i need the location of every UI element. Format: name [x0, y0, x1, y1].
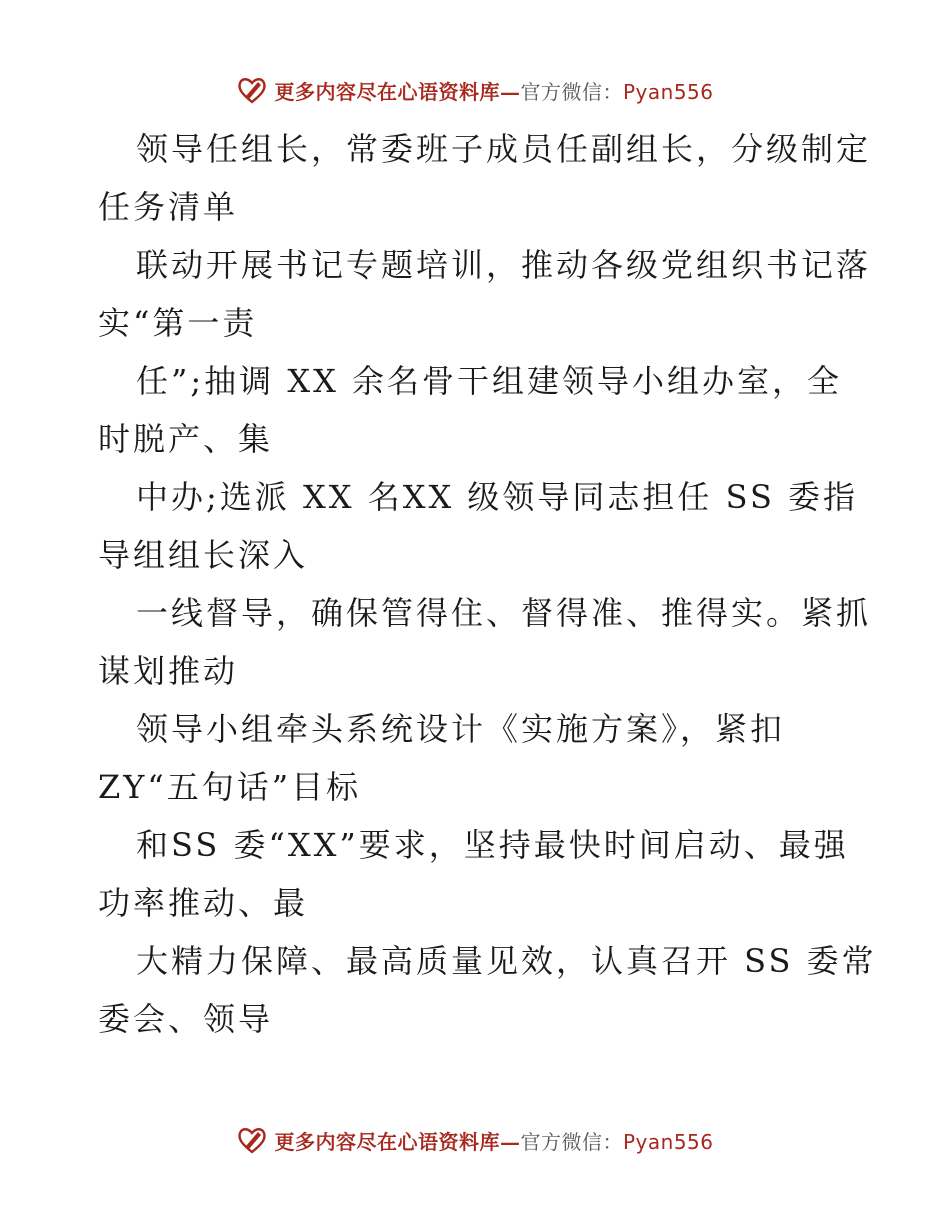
banner-main-text: 更多内容尽在心语资料库	[274, 79, 500, 104]
banner-text	[274, 76, 713, 105]
text-line: 领导任组长，常委班子成员任副组长，分级制定	[136, 130, 872, 168]
text-line: 中办;选派 XX 名XX 级领导同志担任 SS 委指	[136, 478, 859, 516]
text-line: 一线督导，确保管得住、督得准、推得实。紧抓	[136, 594, 872, 632]
banner-official: 官方微信：	[520, 1129, 623, 1154]
text-line: 联动开展书记专题培训，推动各级党组织书记落	[136, 246, 872, 284]
text-line: 导组组长深入	[98, 536, 309, 574]
heart-pen-logo-icon	[236, 1124, 268, 1156]
text-line: 时脱产、集	[98, 420, 274, 458]
document-body	[98, 120, 877, 1048]
header-banner	[0, 70, 950, 110]
text-line: ZY“五句话”目标	[98, 768, 362, 806]
text-line: 和SS 委“XX”要求，坚持最快时间启动、最强	[136, 826, 849, 864]
text-line: 实“第一责	[98, 304, 258, 342]
heart-pen-logo-icon	[236, 74, 268, 106]
text-line: 大精力保障、最高质量见效，认真召开 SS 委常	[136, 942, 877, 980]
banner-dash: —	[499, 79, 521, 104]
banner-text	[274, 1126, 713, 1155]
text-line: 功率推动、最	[98, 884, 309, 922]
banner-wechat-id: Pyan556	[622, 79, 714, 104]
banner-dash: —	[499, 1129, 521, 1154]
banner-wechat-id: Pyan556	[622, 1129, 714, 1154]
banner-main-text: 更多内容尽在心语资料库	[274, 1129, 500, 1154]
text-line: 任务清单	[98, 188, 239, 226]
footer-banner	[0, 1120, 950, 1160]
banner-official: 官方微信：	[520, 79, 623, 104]
text-line: 谋划推动	[98, 652, 239, 690]
text-line: 任”;抽调 XX 余名骨干组建领导小组办室，全	[136, 362, 843, 400]
text-line: 领导小组牵头系统设计《实施方案》，紧扣	[136, 710, 786, 748]
text-line: 委会、领导	[98, 1000, 274, 1038]
